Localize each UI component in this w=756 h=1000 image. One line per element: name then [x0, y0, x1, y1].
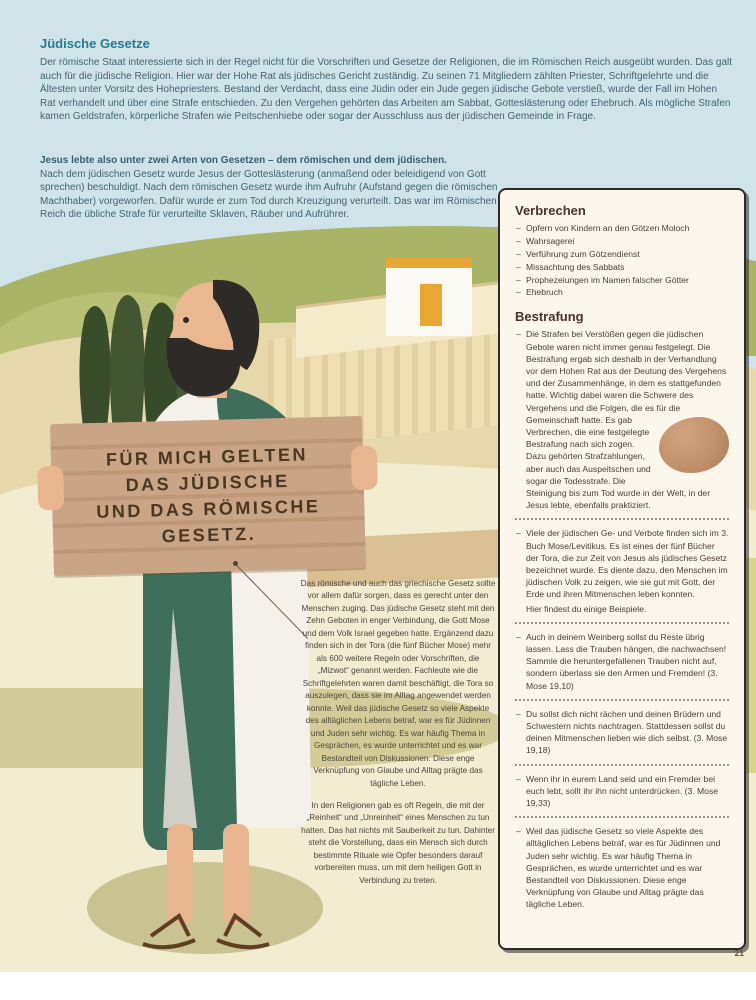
intro-paragraph-1: Der römische Staat interessierte sich in der Regel nicht für die Vorschriften und Gesetze der Religionen, die im Römischen Reich ausgeübt wurden. Das galt auch für die jüdische Religion. Hier war der Hohe Rat als jüdisches Gericht zuständig. Zu seinen 71 Mitgliedern zählten Priester, Schriftgelehrte und die Ältesten unter Vorsitz des Hohepriesters. Bestand der Verdacht, dass eine Jüdin oder ein Jude gegen jüdische Gebote verstieß, wurde der Fall im Hohen Rat verhandelt und über eine Strafe entschieden. Zu den Vergehen gehörten das Arbeiten am Sabbat, Gotteslästerung oder Ehebruch. Als mögliche Strafen kamen Geldstrafen, körperliche Strafen wie Peitschenhiebe oder sogar der Ausschluss aus der jüdischen Gemeinde in Frage.	[40, 57, 733, 123]
punishment-heading: Bestrafung	[515, 309, 584, 325]
punishment-item: – Wenn ihr in eurem Land seid und ein Fremder bei euch lebt, sollt ihr ihn nicht unterdrücken. (3. Mose 19,33)	[515, 773, 729, 810]
punishment-item-text: – Viele der jüdischen Ge- und Verbote finden sich im 3. Buch Mose/Levitikus. Es ist eines der fünf Bücher der Tora, die zur Zeit von Jesus als jüdisches Gesetz bezeichnet wurde. Es diente dazu, den Menschen im jüdischen Volk zu zeigen, wie sie gut mit Gott, der Erde und ihren Mitmenschen leben konnten.	[526, 528, 729, 600]
punishment-item-text: Die Strafen bei Verstößen gegen die jüdischen Gebote waren nicht immer genau festgelegt. Die Bestrafung ergab sich deshalb in der Verhandlung vor dem Hohen Rat aus der Deutung des Vergehens und der Zusammenhänge, in dem es stattgefunden hatte. Wichtig dabei waren die Schwere des Vergehens und die Folgen, die es für	[526, 329, 727, 413]
page-title: Jüdische Gesetze	[40, 36, 150, 51]
intro-paragraph-2: Nach dem jüdischen Gesetz wurde Jesus der Gotteslästerung (anmaßend oder beleidigend von Gott sprechen) beschuldigt. Nach dem römischen Gesetz wurde ihm Aufruhr (Aufstand gegen die römischen Machthaber) vorgeworfen. Dafür wurde er zum Tod durch Kreuzigung verurteilt. Das war im Römischen Reich die übliche Strafe für verurteilte Sklaven, Räuber und Aufrührer.	[40, 168, 498, 221]
punishment-item: – Auch in deinem Weinberg sollst du Reste übrig lassen. Lass die Trauben hängen, die nachwachsen! Sammle die heruntergefallenen Trauben nicht auf, sondern überlass sie den Armen und Fremden! (3. Mose 19,10)	[515, 631, 729, 692]
page-bottom-margin	[0, 972, 756, 1000]
annotation-paragraph-1: Das römische und auch das griechische Gesetz sollte vor allem dafür sorgen, dass es gerecht unter den Menschen zuging. Das jüdische Gesetz steht mit den Zehn Geboten in enger Verbindung, die Gott Mose und dem Volk Israel gegeben hatte. Ergänzend dazu finden sich in der Tora (die fünf Bücher Mose) mehr als 600 weitere Regeln oder Vorschriften, die „Mizwot“ genannt werden. Fachleute wie die Schriftgelehrten waren damit beschäftigt, die Tora so auszulegen, dass sie im Alltag angewendet werden konnte. Weil das jüdische Gesetz so viele Aspekte des alltäglichen Lebens betraf, war es für Jüdinnen und Juden sehr wichtig. Es war häufig Thema in Gesprächen, es wurde unterrichtet und es war Bestandteil von Diskussionen. Diese enge Verknüpfung von Glaube und Alltag prägte das tägliche Leben.	[300, 579, 496, 788]
crime-item: – Ehebruch	[515, 286, 729, 299]
left-hand	[37, 466, 64, 511]
punishment-section	[515, 309, 729, 910]
crime-item: – Missachtung des Sabbats	[515, 261, 729, 274]
dotted-divider	[515, 764, 729, 766]
crime-item: – Prophezeiungen im Namen falscher Götter	[515, 274, 729, 287]
punishment-item: – Du sollst dich nicht rächen und deinen Brüdern und Schwestern nichts nachtragen. Stattdessen sollst du deinen Mitmenschen lieben wie dich selbst. (3. Mose 19,18)	[515, 708, 729, 757]
sign-line: GESETZ.	[161, 523, 257, 547]
punishment-item-tail: Hier findest du einige Beispiele.	[526, 603, 647, 614]
punishment-item	[515, 328, 729, 511]
sign-line: FÜR MICH GELTEN	[105, 444, 309, 470]
intro-section	[40, 36, 732, 124]
dotted-divider	[515, 699, 729, 701]
lead-sentence: Jesus lebte also unter zwei Arten von Gesetzen – dem römischen und dem jüdischen.	[40, 155, 447, 166]
stone-illustration	[659, 417, 729, 473]
left-leg	[167, 824, 193, 924]
sign-line: UND DAS RÖMISCHE	[96, 496, 321, 522]
dotted-divider	[515, 518, 729, 520]
lead-section	[40, 154, 508, 222]
wooden-sign	[50, 416, 366, 576]
page-number: 21	[734, 948, 744, 958]
sign-line: DAS JÜDISCHE	[125, 470, 290, 496]
crimes-section	[515, 203, 729, 299]
right-leg	[223, 824, 249, 924]
crime-item: – Wahrsagerei	[515, 235, 729, 248]
crime-item: – Opfern von Kindern an den Götzen Moloch	[515, 222, 729, 235]
temple-door	[420, 284, 442, 326]
punishment-item: – Weil das jüdische Gesetz so viele Aspekte des alltäglichen Lebens betraf, war es für Jüdinnen und Juden sehr wichtig. Es war häufig Thema in Gesprächen, es wurde unterrichtet und es war Bestandteil von Diskussionen. Diese enge Verknüpfung von Glaube und Alltag prägte das tägliche Leben.	[515, 825, 729, 910]
punishment-item	[515, 527, 729, 614]
right-hand	[351, 446, 378, 491]
info-panel	[498, 188, 746, 950]
dotted-divider	[515, 816, 729, 818]
eye	[183, 317, 189, 323]
annotation-text	[300, 578, 496, 887]
figure-shadow	[87, 862, 323, 954]
punishment-item-text: die Gemeinschaft hatte. Es gab Verbrechen, die eine festgelegte Bestrafung nach sich zogen. Dazu gehörten Strafzahlungen, aber auch das Auspeitschen und sogar die Todesstrafe. Die Steinigung bis zum Tod wurde in der Welt, in der Jesus lebte, ebenfalls praktiziert.	[526, 402, 711, 511]
crimes-heading: Verbrechen	[515, 203, 586, 218]
crime-item: – Verführung zum Götzendienst	[515, 248, 729, 261]
annotation-paragraph-2: In den Religionen gab es oft Regeln, die mit der „Reinheit“ und „Unreinheit“ eines Menschen zu tun hatten. Das hat nichts mit Sauberkeit zu tun. Dahinter steht die Vorstellung, dass ein Mensch sich durch bestimmte Rituale wie Opfer besonders darauf vorbereiten muss, um mit dem heiligen Gott in Verbindung zu treten.	[301, 800, 495, 885]
dotted-divider	[515, 622, 729, 624]
sign-text	[95, 441, 322, 551]
